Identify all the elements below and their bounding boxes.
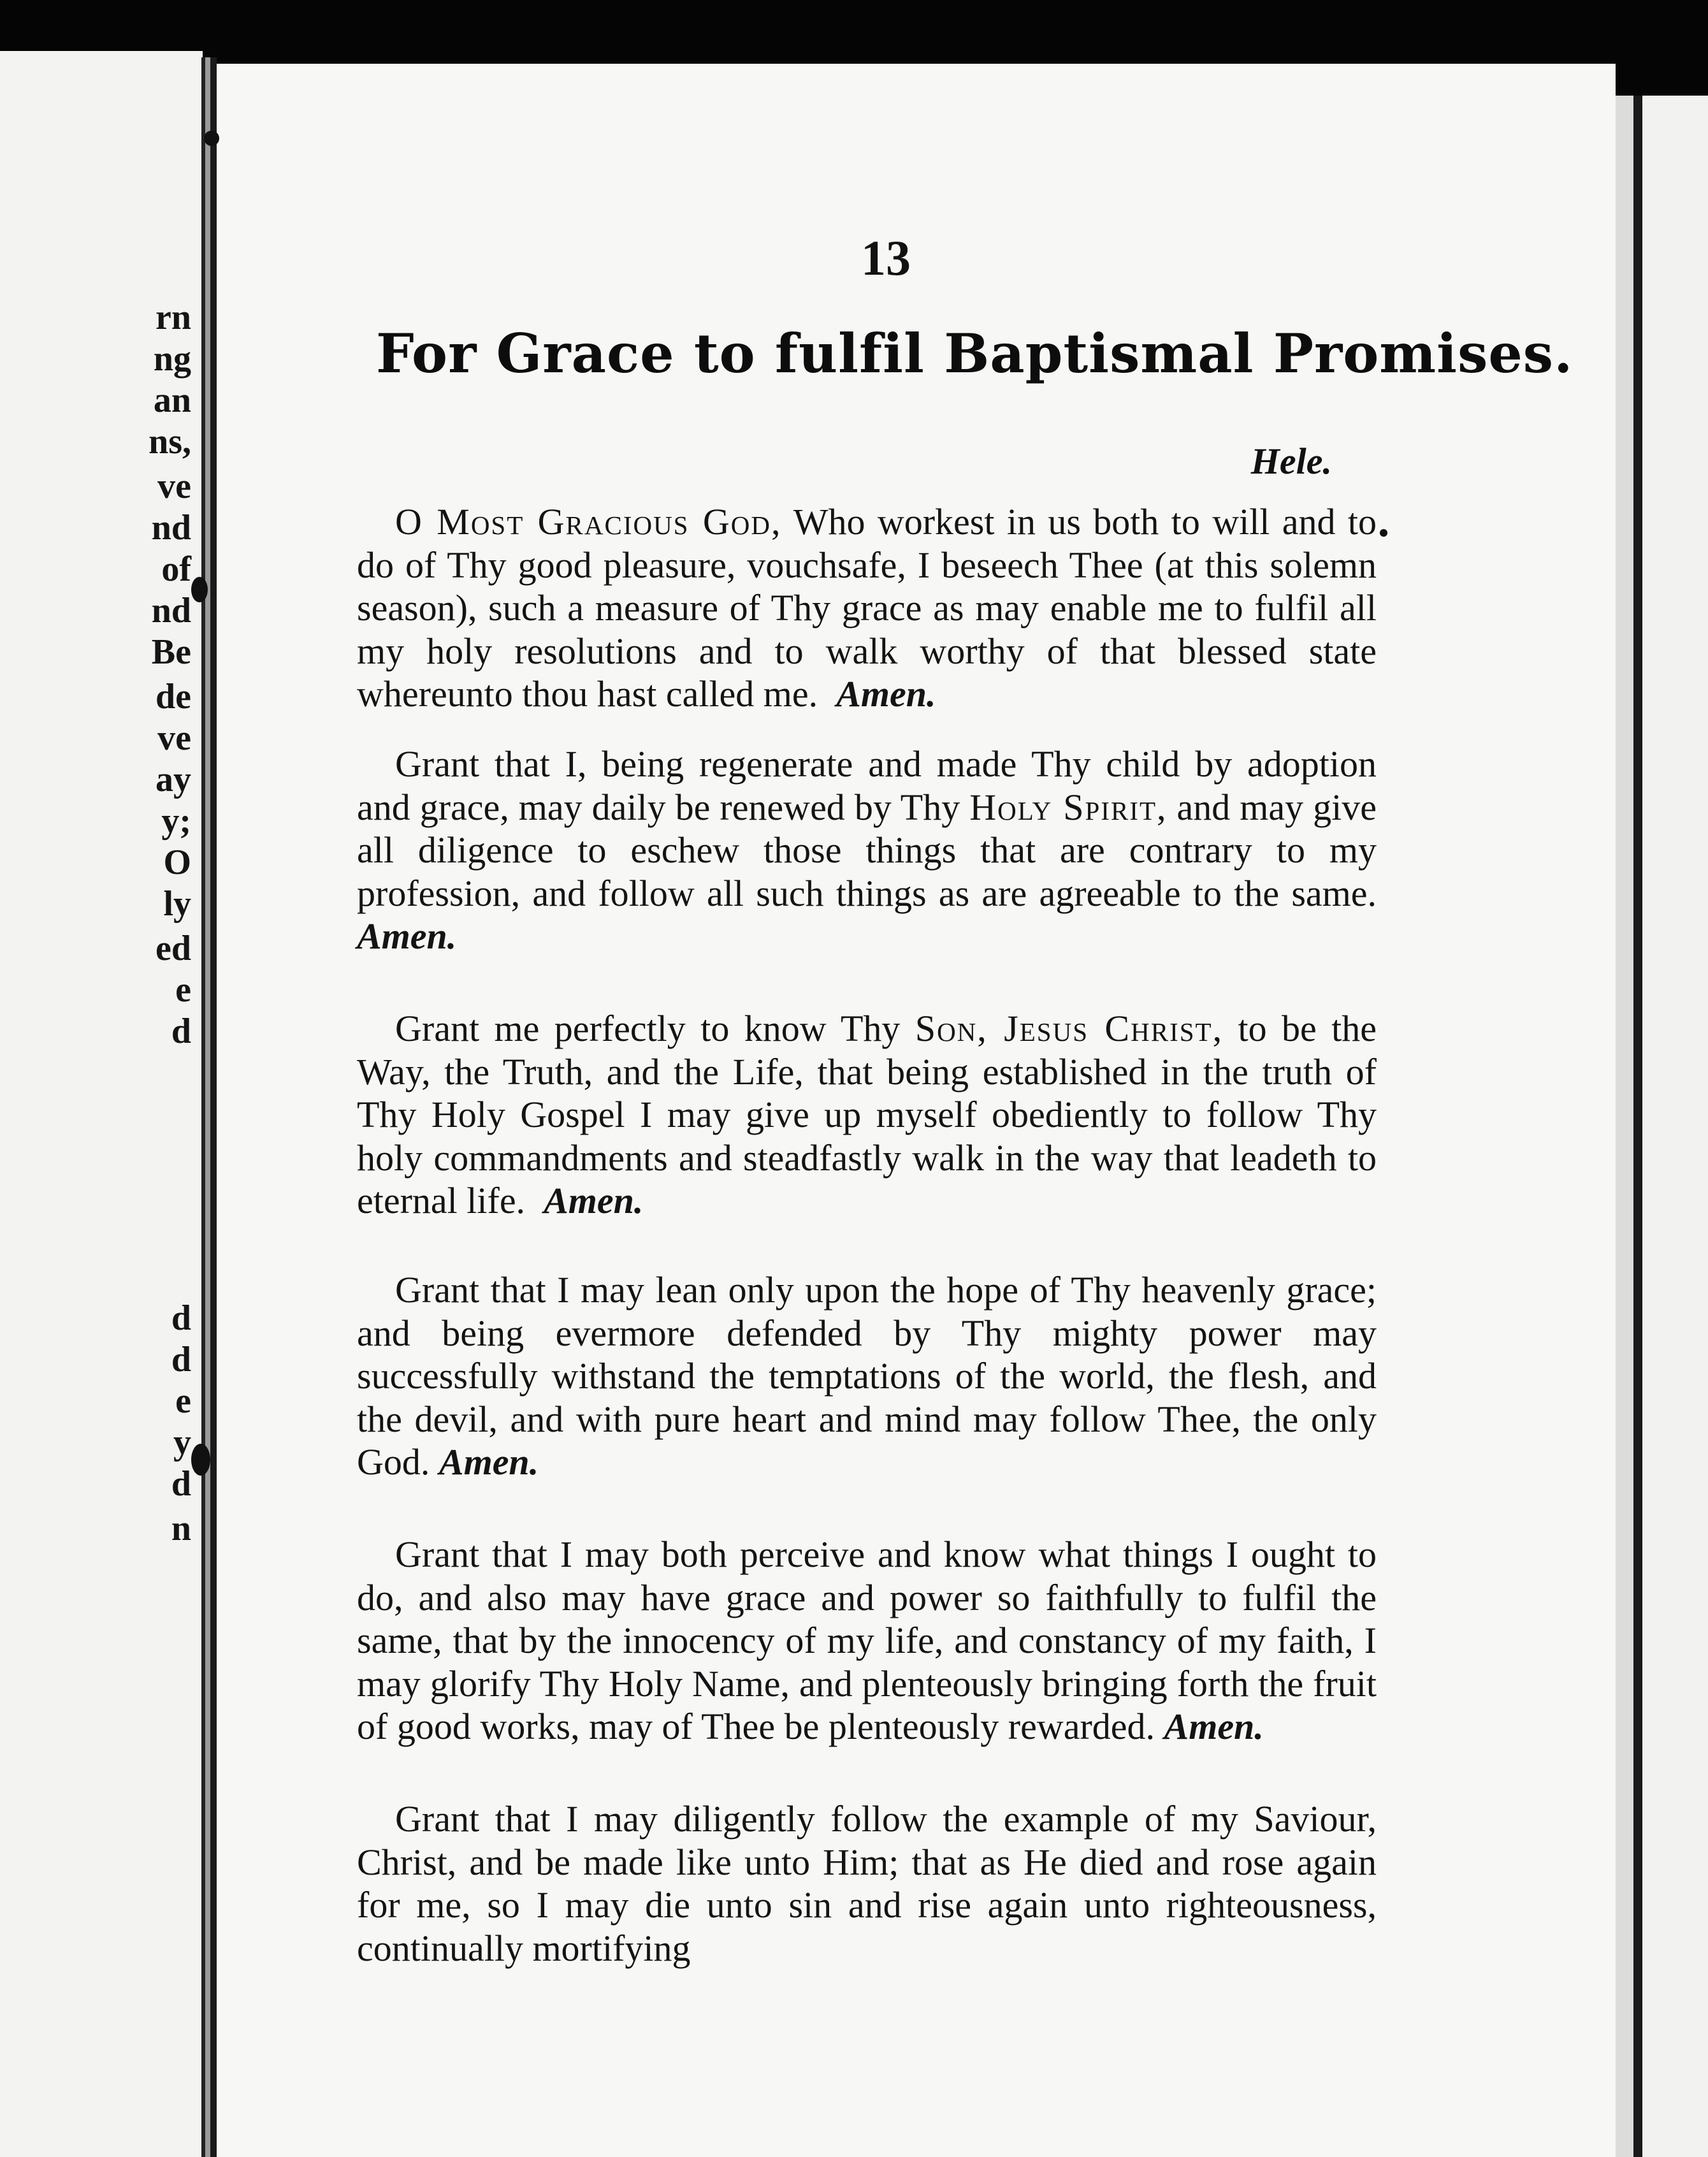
paragraph-text: and may give all diligence to eschew those things that are contrary to my profession, and follow all such things as are agreeable to the same. [357, 786, 1377, 914]
left-fragment: d [171, 1012, 191, 1051]
amen: Amen. [438, 1441, 539, 1483]
left-fragment: y; [161, 801, 191, 841]
amen: Amen. [1164, 1706, 1264, 1747]
left-fragment: ve [157, 718, 191, 758]
page-edge [1616, 96, 1633, 2157]
attribution: Hele. [1250, 440, 1332, 482]
left-fragment: d [171, 1464, 191, 1504]
left-fragment: ve [157, 467, 191, 506]
page-edge-outer [1642, 96, 1708, 2157]
page-title: For Grace to fulfil Baptismal Promises. [376, 322, 1574, 385]
left-fragment: de [156, 677, 191, 716]
paragraph-text: Grant that I may both perceive and know what things I ought to do, and also may have grace and power so faithfully to fulfil the same, that by the innocency of my life, and constancy of my faith, I may glorify Thy Holy Name, and plenteously bringing forth the fruit of good works, may of Thee be plenteously rewarded. [357, 1534, 1377, 1747]
gutter-rule [210, 57, 217, 2157]
paragraph-text: Grant that I may diligently follow the example of my Saviour, Christ, and be made like unto Him; that as He died and rose again for me, so I may die unto sin and rise again unto righteousness, continually mortifying [357, 1798, 1377, 1969]
book-gutter [205, 57, 210, 2157]
left-fragment: of [161, 549, 191, 589]
invocation: O Most Gracious God, [395, 501, 782, 542]
left-fragment: e [175, 970, 191, 1010]
prayer-paragraph [357, 1007, 1377, 1223]
left-fragment: nd [151, 508, 191, 548]
paragraph-text: Who workest in us both to will and to do of Thy good pleasure, vouchsafe, I beseech Thee (at this solemn season), such a measure of Thy grace as may enable me to fulfil all my holy resolutions and to walk worthy of that blessed state whereunto thou hast called me. [357, 501, 1377, 715]
left-fragment: O [163, 843, 191, 882]
paragraph-text: Grant me perfectly to know Thy [395, 1008, 915, 1049]
left-fragment: d [171, 1298, 191, 1338]
prayer-paragraph [357, 1798, 1377, 1970]
left-fragment: y [173, 1423, 191, 1462]
left-fragment: an [153, 381, 191, 420]
prayer-paragraph [357, 1533, 1377, 1748]
left-fragment: n [171, 1509, 191, 1548]
speck [1380, 529, 1387, 537]
left-fragment: e [175, 1381, 191, 1421]
left-fragment: ay [156, 760, 191, 799]
amen: Amen. [357, 915, 457, 957]
page-edge-shadow [1633, 96, 1642, 2157]
amen: Amen. [836, 673, 936, 715]
left-fragment: d [171, 1340, 191, 1379]
left-fragment: ed [156, 929, 191, 968]
left-fragment: Be [151, 632, 191, 672]
paragraph-text: Grant that I may lean only upon the hope of Thy heavenly grace; and being evermore defended by Thy mighty power may successfully withstand the temptations of the world, the flesh, and the devil, and with pure heart and mind may follow Thee, the only God. [357, 1269, 1377, 1483]
prayer-paragraph [357, 500, 1377, 716]
left-facing-page [0, 51, 203, 2157]
prayer-paragraph [357, 743, 1377, 958]
small-caps-text: Holy Spirit, [969, 786, 1168, 828]
small-caps-text: Son, Jesus Christ, [915, 1008, 1224, 1049]
speck [191, 1444, 210, 1476]
amen: Amen. [544, 1180, 644, 1221]
speck [191, 577, 208, 602]
left-fragment: ns, [148, 422, 191, 461]
left-fragment: nd [151, 591, 191, 630]
prayer-paragraph [357, 1268, 1377, 1484]
left-fragment: rn [156, 298, 191, 337]
left-fragment: ly [163, 884, 191, 924]
speck [204, 131, 219, 146]
paragraph-text: to be the Way, the Truth, and the Life, that being established in the truth of Thy Holy Gospel I may give up myself obediently to follow Thy holy commandments and steadfastly walk in the way that leadeth to eternal life. [357, 1008, 1377, 1221]
page-number: 13 [861, 230, 911, 286]
paragraph-text: Grant that I, being regenerate and made Thy child by adoption and grace, may daily be renewed by Thy [357, 743, 1377, 828]
left-fragment: ng [153, 339, 191, 379]
